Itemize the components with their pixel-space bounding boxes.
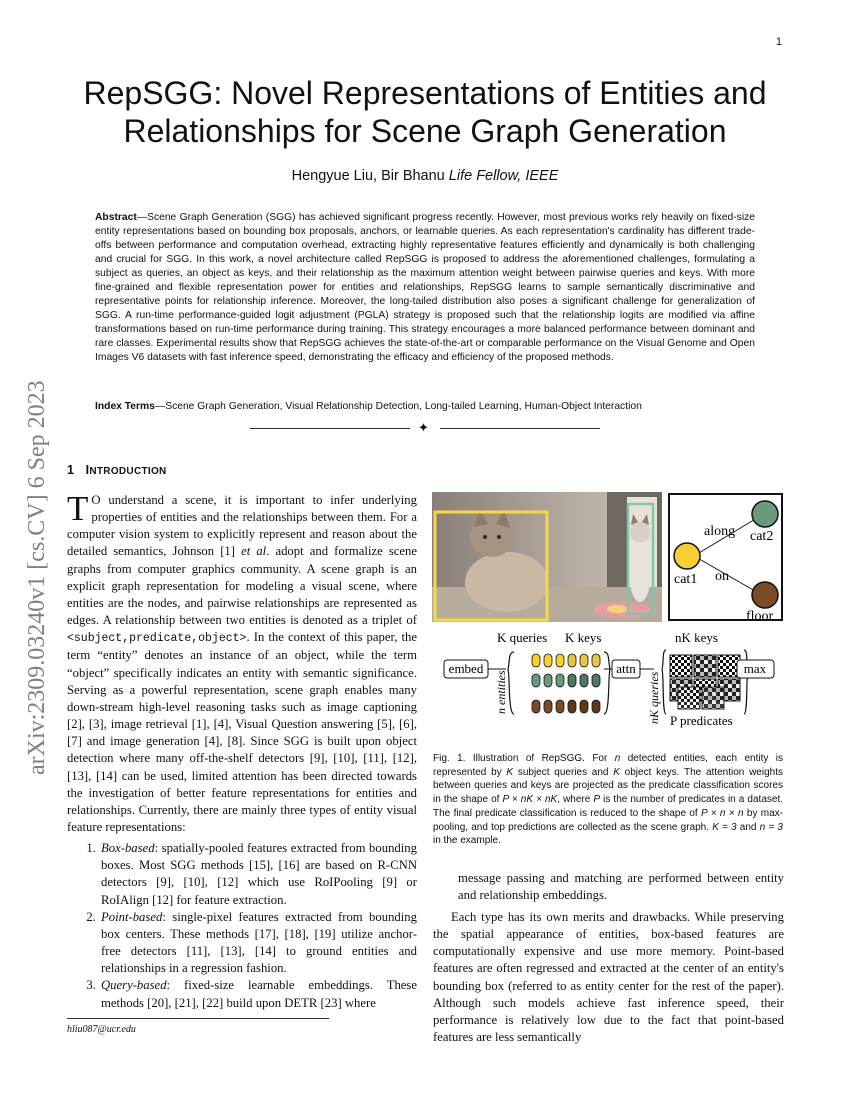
caption-text: , where bbox=[557, 794, 594, 806]
authors bbox=[50, 168, 800, 184]
caption-math: K bbox=[506, 766, 514, 778]
label-n-entities: n entities bbox=[494, 670, 508, 714]
paper-title: RepSGG: Novel Representations of Entities and Relationships for Scene Graph Generation bbox=[83, 75, 767, 149]
type-text: : spatially-pooled features extracted from bounding boxes. Most SGG methods [15], [16] are based on R-CNN detectors [9], [10], [12] which use RoIPooling [9] or RoIAlign [12] for feature extraction. bbox=[101, 841, 417, 907]
caption-text: object keys. The attention weights between queries and keys are projected as the predicate classification scores in the shape of bbox=[433, 766, 783, 806]
label-k-queries: K queries bbox=[497, 630, 548, 645]
intro-text-a: O understand a scene, it is important to infer underlying properties of entities and the relationships between them. For a computer vision system to explicitly represent and reason about the detailed semantics, Johnson [1] bbox=[67, 493, 417, 559]
node-label-cat1: cat1 bbox=[674, 572, 698, 587]
index-terms bbox=[95, 400, 755, 414]
caption-text: is the number of predicates in a dataset. The final predicate classification is reduced to the shape of bbox=[433, 794, 783, 819]
figure-caption bbox=[433, 752, 783, 848]
attention-maps bbox=[670, 655, 740, 709]
intro-column-right bbox=[433, 909, 784, 1046]
index-terms-label: Index Terms bbox=[95, 401, 155, 412]
list-continuation-text: message passing and matching are performed between entity and relationship embeddings. bbox=[458, 871, 784, 903]
abstract-label: Abstract bbox=[95, 212, 137, 223]
intro-text-b: . adopt and formalize scene graphs from computer graphics community. A scene graph is an explicit graph representation for modeling a visual scene, where entities are the nodes, and pairwise relationships are represented as edges. A relationship between two entities is denoted as a triplet of bbox=[67, 544, 417, 628]
node-cat2 bbox=[752, 501, 778, 527]
key-embeddings bbox=[568, 654, 600, 713]
section-title-rest: NTRODUCTION bbox=[89, 466, 167, 477]
index-terms-text: —Scene Graph Generation, Visual Relationship Detection, Long-tailed Learning, Human-Object Interaction bbox=[154, 401, 642, 412]
label-nk-keys: nK keys bbox=[675, 630, 718, 645]
author-affiliation: Life Fellow, IEEE bbox=[448, 168, 559, 184]
section-heading bbox=[67, 463, 167, 477]
node-cat1 bbox=[674, 543, 700, 569]
label-k-keys: K keys bbox=[565, 630, 602, 645]
intro-paragraph bbox=[67, 489, 417, 836]
footnote-rule bbox=[67, 1018, 329, 1019]
merits-paragraph: Each type has its own merits and drawbacks. While preserving the spatial appearance of entities, box-based features are computationally expensive and use more memory. Point-based features are often regressed and extracted at the center of an entity's bounding box (referred to as entity center for the rest of the paper). Although such models achieve fast inference speed, their performance is relatively low due to the fact that point-based features are less semantically bbox=[433, 910, 784, 1045]
label-nk-queries: nK queries bbox=[647, 671, 661, 724]
intro-column-left bbox=[67, 489, 417, 1012]
section-number: 1 bbox=[67, 463, 75, 477]
node-floor bbox=[752, 582, 778, 608]
caption-text: detected entities, each entity is represented by bbox=[433, 753, 783, 778]
abstract bbox=[95, 211, 755, 366]
type-text: : fixed-size learnable embeddings. These methods [20], [21], [22] build upon DETR [23] where bbox=[101, 978, 417, 1010]
caption-label: Fig. 1. bbox=[433, 753, 466, 764]
intro-etal: et al bbox=[241, 544, 267, 559]
arxiv-stamp: arXiv:2309.03240v1 [cs.CV] 6 Sep 2023 bbox=[24, 380, 50, 775]
edge-label-on: on bbox=[715, 569, 729, 584]
page-number: 1 bbox=[775, 36, 782, 48]
caption-math: P × n × n bbox=[701, 807, 744, 819]
edge-label-along: along bbox=[704, 524, 736, 539]
caption-text: Illustration of RepSGG. For bbox=[465, 753, 615, 764]
list-item bbox=[99, 977, 417, 1011]
drop-cap: T bbox=[67, 489, 89, 528]
caption-math: P × nK × nK bbox=[502, 794, 558, 806]
triplet-code: <subject,predicate,object> bbox=[67, 632, 247, 646]
footnote-email: hliu087@ucr.edu bbox=[67, 1024, 136, 1035]
node-label-floor: floor bbox=[746, 609, 774, 624]
caption-math: K bbox=[613, 766, 620, 778]
abstract-text: —Scene Graph Generation (SGG) has achieved significant progress recently. However, most previous works rely heavily on fixed-size entity representations based on bounding box proposals, anchors, or learnable queries. As each representation's cardinality has different trade-offs between performance and computation overhead, extracting highly representative features efficiently and dynamically is both challenging and crucial for SGG. In this work, a novel architecture called RepSGG is proposed to address the aforementioned challenges, formulating a subject as queries, an object as keys, and their relationship as the maximum attention weight between pairwise queries and keys. With more fine-grained and flexible representation power for entities and relationships, RepSGG learns to sample semantically discriminative and representative points for relationship inference. Moreover, the long-tailed distribution also poses a significant challenge for generalization of SGG. A run-time performance-guided logit adjustment (PGLA) strategy is proposed such that the relationship logits are modified via affine transformations based on run-time performance during training. This strategy encourages a more balanced performance between dominant and rare classes. Experimental results show that RepSGG achieves the state-of-the-art or comparable performance on the Visual Genome and Open Images V6 datasets with fast inference speed, demonstrating the efficacy and efficiency of the proposed methods. bbox=[95, 212, 755, 364]
type-text: : single-pixel features extracted from bounding box centers. These methods [17], [18], [19] utilize anchor-free detectors [11], [13], [14] to ground entities and relationships in a regression fashion. bbox=[101, 909, 417, 976]
max-label: max bbox=[743, 661, 767, 676]
caption-text: in the example. bbox=[433, 835, 501, 847]
embed-label: embed bbox=[448, 661, 484, 676]
caption-text: subject queries and bbox=[513, 766, 614, 778]
node-label-cat2: cat2 bbox=[750, 529, 774, 544]
label-p-predicates: P predicates bbox=[670, 713, 733, 728]
type-name: Box-based bbox=[101, 841, 155, 856]
caption-math: P bbox=[593, 794, 601, 806]
query-embeddings bbox=[532, 654, 564, 713]
author-names: Hengyue Liu, Bir Bhanu bbox=[291, 168, 449, 184]
separator-diamond-icon: ✦ bbox=[418, 420, 429, 435]
section-title-initial: I bbox=[85, 463, 90, 477]
caption-math: n bbox=[614, 753, 621, 764]
list-item bbox=[99, 909, 417, 978]
caption-text: and bbox=[736, 821, 760, 833]
caption-text: by max-pooling, and top predictions are collected as the scene graph. bbox=[433, 807, 784, 833]
list-continuation bbox=[458, 870, 784, 904]
intro-text-c: . In the context of this paper, the term “entity” denotes an instance of an object, while the term “object” specifically indicates an entity with semantic significance. Serving as a powerful representation, scene graph enables many down-stream high-level reasoning tasks such as image captioning [2], [3], image retrieval [1], [4], Visual Question answering [5], [6], [7] and image generation [4], [8]. Since SGG is built upon object detection where many off-the-shelf detectors [9], [10], [11], [12], [13], [14] can be used, limited attention has been directed towards the investigation of better feature representations for entities and relationships. Currently, there are mainly three types of entity visual feature representations: bbox=[67, 630, 417, 834]
separator-line-left bbox=[250, 428, 410, 429]
type-name: Point-based bbox=[101, 909, 163, 924]
representation-types-list bbox=[67, 840, 417, 1012]
list-item bbox=[99, 840, 417, 909]
caption-math: K = 3 bbox=[712, 821, 737, 833]
figure-1-svg bbox=[432, 492, 784, 742]
caption-math: n = 3 bbox=[759, 821, 783, 833]
separator-line-right bbox=[440, 428, 600, 429]
figure-1 bbox=[432, 492, 784, 742]
attn-label: attn bbox=[616, 661, 636, 676]
type-name: Query-based bbox=[101, 978, 167, 993]
